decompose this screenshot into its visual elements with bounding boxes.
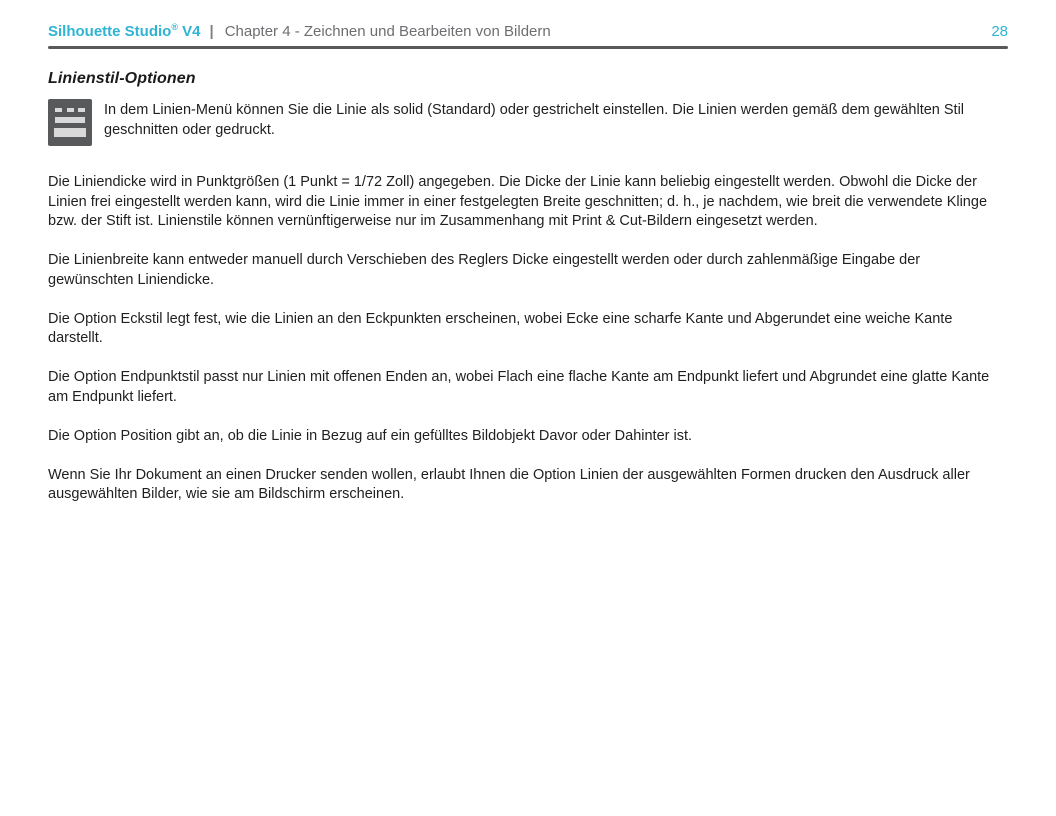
- page-number: 28: [991, 23, 1008, 40]
- header-separator: |: [209, 23, 214, 40]
- brand-title: [48, 23, 200, 40]
- registered-trademark-symbol: ®: [171, 22, 178, 32]
- page-header: [48, 23, 1008, 40]
- body-paragraph: Die Option Endpunktstil passt nur Linien mit offenen Enden an, wobei Flach eine flache Kante am Endpunkt liefert und Abgrundet eine glatte Kante am Endpunkt liefert.: [48, 369, 990, 405]
- section-lead: [48, 99, 1008, 146]
- thick-line-glyph: [54, 128, 86, 137]
- header-divider: [48, 46, 1008, 49]
- solid-line-glyph: [55, 117, 85, 123]
- body-paragraph: Die Option Eckstil legt fest, wie die Linien an den Eckpunkten erscheinen, wobei Ecke eine scharfe Kante und Abgerundet eine weiche Kante darstellt.: [48, 310, 953, 346]
- section-title: Linienstil-Optionen: [48, 70, 196, 87]
- chapter-title: Chapter 4 - Zeichnen und Bearbeiten von Bildern: [224, 23, 551, 40]
- line-style-icon: [48, 99, 92, 146]
- brand-version: V4: [177, 23, 201, 40]
- section-intro: In dem Linien-Menü können Sie die Linie als solid (Standard) oder gestrichelt einstellen. Die Linien werden gemäß dem gewählten Stil geschnitten oder gedruckt.: [104, 102, 965, 138]
- body-paragraph: Die Linienbreite kann entweder manuell durch Verschieben des Reglers Dicke eingestellt werden oder durch zahlenmäßige Eingabe der gewünschten Liniendicke.: [48, 252, 921, 288]
- brand-name: Silhouette Studio: [48, 23, 172, 40]
- body-paragraph: Die Option Position gibt an, ob die Linie in Bezug auf ein gefülltes Bildobjekt Davor oder Dahinter ist.: [48, 427, 693, 444]
- body-paragraph: Wenn Sie Ihr Dokument an einen Drucker senden wollen, erlaubt Ihnen die Option Linien der ausgewählten Formen drucken den Ausdruck aller ausgewählten Bilder, wie sie am Bildschirm erscheinen.: [48, 466, 970, 502]
- dashed-line-glyph: [55, 108, 85, 112]
- body-copy: [48, 173, 1008, 505]
- body-paragraph: Die Liniendicke wird in Punktgrößen (1 Punkt = 1/72 Zoll) angegeben. Die Dicke der Linie kann beliebig eingestellt werden. Obwohl die Dicke der Linien frei eingestellt werden kann, wird die Linie immer in einer festgelegten Breite geschnitten; d. h., je nachdem, wie breit die verwendete Klinge bzw. der Stift ist. Linienstile können vernünftigerweise nur im Zusammenhang mit Print & Cut-Bildern eingesetzt werden.: [48, 174, 988, 229]
